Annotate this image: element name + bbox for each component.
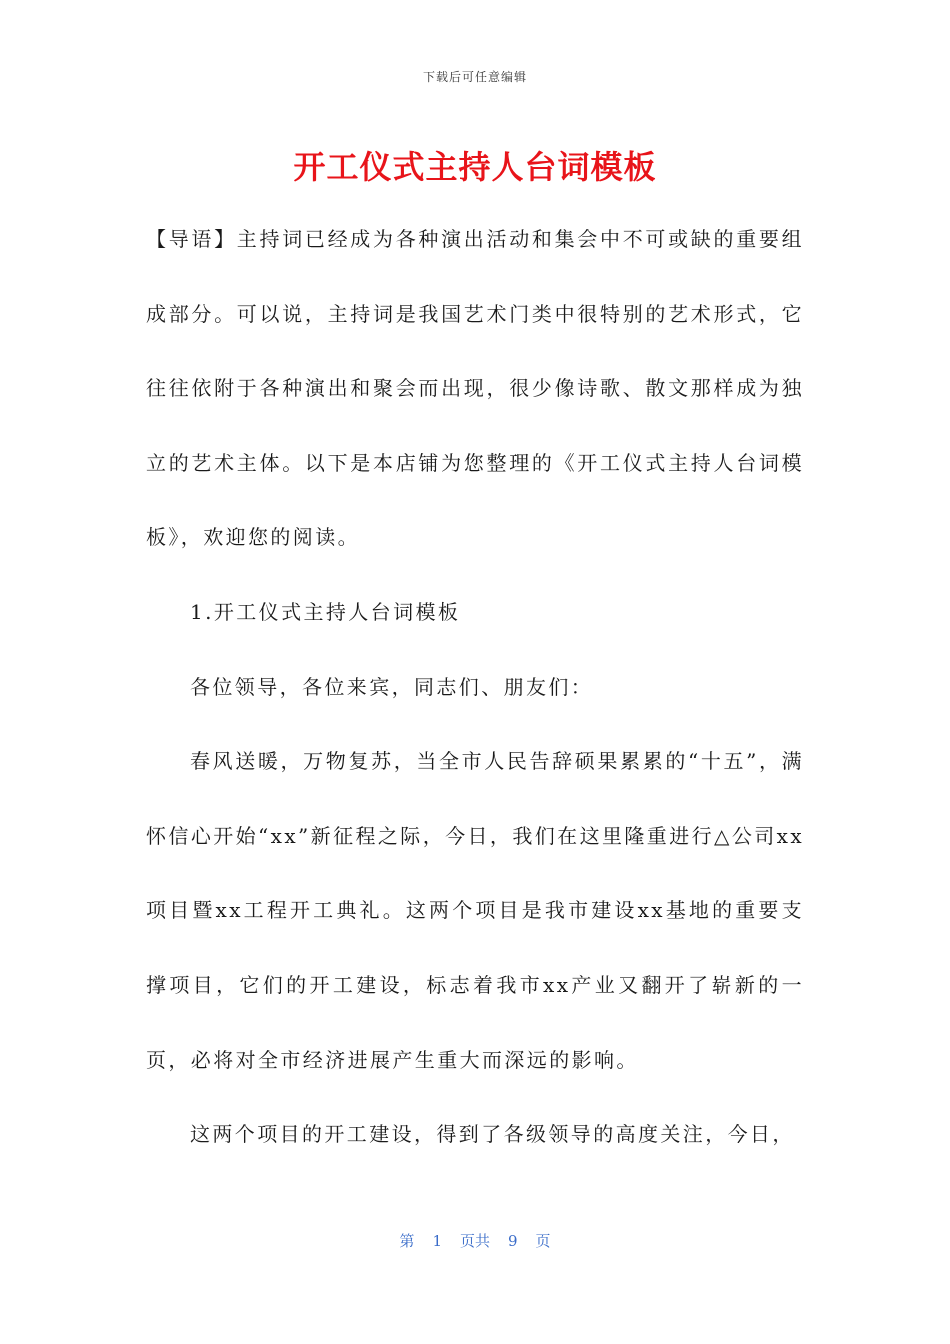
total-pages-number: 9 bbox=[508, 1232, 518, 1250]
paragraph-continuation: 这两个项目的开工建设，得到了各级领导的高度关注，今日， bbox=[190, 1122, 795, 1147]
page-of-label: 页共 bbox=[459, 1232, 490, 1250]
paragraph-section-heading: 1.开工仪式主持人台词模板 bbox=[190, 599, 461, 624]
paragraph-greeting: 各位领导，各位来宾，同志们、朋友们： bbox=[190, 674, 594, 699]
document-body bbox=[146, 202, 804, 1172]
paragraph-intro: 【导语】主持词已经成为各种演出活动和集会中不可或缺的重要组成部分。可以说，主持词是我国艺术门类中很特别的艺术形式，它往往依附于各种演出和聚会而出现，很少像诗歌、散文那样成为独立的艺术主体。以下是本店铺为您整理的《开工仪式主持人台词模板》，欢迎您的阅读。 bbox=[146, 227, 804, 550]
paragraph-opening: 春风送暖，万物复苏，当全市人民告辞硕果累累的“十五”，满怀信心开始“xx”新征程之际，今日，我们在这里隆重进行△公司xx项目暨xx工程开工典礼。这两个项目是我市建设xx基地的重要支撑项目，它们的开工建设，标志着我市xx产业又翻开了崭新的一页，必将对全市经济进展产生重大而深远的影响。 bbox=[146, 749, 804, 1072]
header-note: 下载后可任意编辑 bbox=[422, 70, 527, 84]
page-footer bbox=[0, 1230, 950, 1251]
document-title: 开工仪式主持人台词模板 bbox=[293, 148, 657, 186]
current-page-number: 1 bbox=[432, 1232, 442, 1250]
page-suffix: 页 bbox=[535, 1232, 551, 1250]
page-label: 第 bbox=[399, 1232, 415, 1250]
